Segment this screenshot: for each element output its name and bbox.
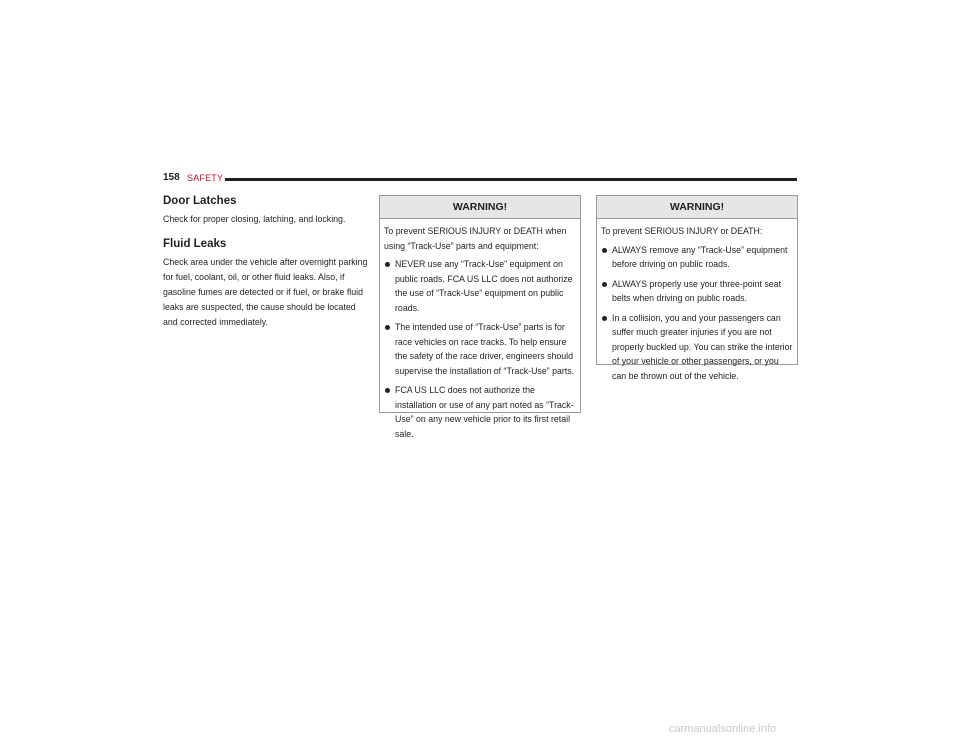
bullet-icon	[602, 282, 607, 287]
warning-body	[597, 219, 797, 383]
warning-title: WARNING!	[597, 196, 797, 219]
warning-bullet-text: NEVER use any “Track-Use” equipment on public roads. FCA US LLC does not authorize the use of “Track-Use” equipment on public roads.	[395, 259, 573, 313]
section-title: SAFETY	[187, 173, 224, 183]
warning-bullet-text: ALWAYS remove any “Track-Use” equipment before driving on public roads.	[612, 244, 788, 269]
warning-bullet-list	[384, 257, 576, 441]
door-latches-heading: Door Latches	[163, 195, 237, 207]
bullet-icon	[602, 248, 607, 253]
bullet-icon	[385, 388, 390, 393]
warning-body	[380, 219, 580, 441]
left-column	[163, 194, 368, 330]
bullet-icon	[602, 316, 607, 321]
door-latches-text: Check for proper closing, latching, and locking.	[163, 214, 346, 224]
warning-bullet	[384, 320, 576, 378]
track-use-warning-box	[379, 195, 581, 439]
bullet-icon	[385, 262, 390, 267]
page-header	[163, 172, 797, 184]
warning-title: WARNING!	[380, 196, 580, 219]
warning-bullet	[601, 277, 793, 306]
fluid-leaks-heading: Fluid Leaks	[163, 238, 227, 250]
bullet-icon	[385, 325, 390, 330]
warning-bullet-text: The intended use of “Track-Use” parts is for race vehicles on race tracks. To help ensure the safety of the race driver, engineers should supervise the installation of “Track-Use” parts.	[395, 322, 575, 376]
warning-bullet	[384, 383, 576, 441]
warning-bullet	[384, 257, 576, 315]
warning-intro: To prevent SERIOUS INJURY or DEATH when using “Track-Use” parts and equipment:	[384, 226, 567, 251]
public-roads-warning-box	[596, 195, 798, 381]
warning-intro: To prevent SERIOUS INJURY or DEATH:	[601, 226, 763, 236]
fluid-leaks-text: Check area under the vehicle after overnight parking for fuel, coolant, oil, or other fluid leaks. Also, if gasoline fumes are detected or if fuel, or brake fluid leaks are suspected, the cause should be located and corrected immediately.	[163, 257, 368, 327]
warning-bullet	[601, 311, 793, 384]
page-number: 158	[163, 172, 180, 183]
warning-bullet-text: In a collision, you and your passengers can suffer much greater injuries if you are not properly buckled up. You can strike the interior of your vehicle or other passengers, or you can be thrown out of the vehicle.	[612, 312, 793, 381]
warning-bullet	[601, 243, 793, 272]
warning-bullet-list	[601, 243, 793, 384]
header-rule	[225, 178, 797, 181]
warning-bullet-text: ALWAYS properly use your three-point seat belts when driving on public roads.	[612, 278, 782, 303]
warning-bullet-text: FCA US LLC does not authorize the installation or use of any part noted as “Track-Use” on any new vehicle prior to its first retail sale.	[395, 385, 574, 439]
watermark: carmanualsonline.info	[669, 723, 777, 735]
